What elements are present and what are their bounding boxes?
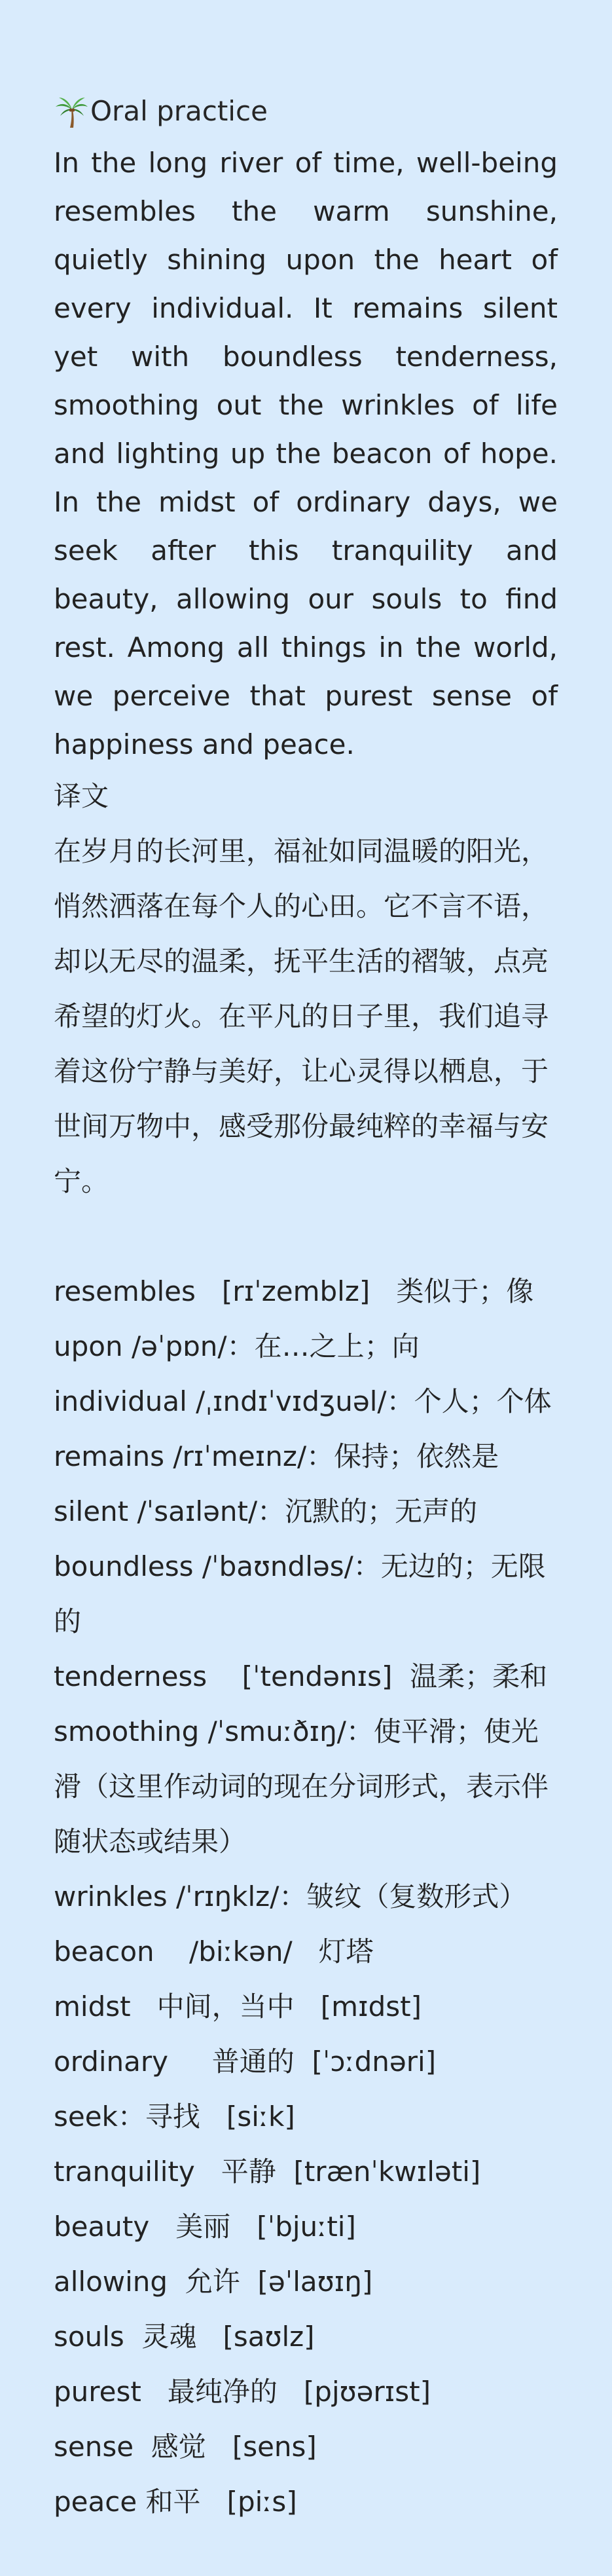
- article: [54, 79, 558, 2529]
- translation-label: 译文: [54, 780, 109, 812]
- palm-tree-icon: [54, 94, 89, 129]
- vocab-item: individual /ˌɪndɪˈvɪdʒuəl/：个人；个体: [54, 1385, 552, 1417]
- heading-text: Oral practice: [90, 95, 268, 127]
- vocab-item: sense 感觉 [sens]: [54, 2431, 317, 2463]
- spacer: [54, 1209, 558, 1264]
- vocab-item: wrinkles /ˈrɪŋklz/：皱纹（复数形式）: [54, 1880, 527, 1913]
- vocab-item: midst 中间，当中 [mɪdst]: [54, 1990, 422, 2023]
- vocab-item: beacon /biːkən/ 灯塔: [54, 1935, 374, 1968]
- vocabulary-list: [54, 1264, 558, 2529]
- vocab-item: boundless /ˈbaʊndləs/：无边的；无限的: [54, 1550, 546, 1637]
- vocab-item: peace 和平 [piːs]: [54, 2486, 297, 2518]
- vocab-item: ordinary 普通的 [ˈɔːdnəri]: [54, 2045, 437, 2078]
- vocab-item: silent /ˈsaɪlənt/：沉默的；无声的: [54, 1495, 478, 1527]
- vocab-item: remains /rɪˈmeɪnz/：保持；依然是: [54, 1440, 499, 1472]
- section-heading: [54, 84, 558, 139]
- vocab-item: beauty 美丽 [ˈbjuːti]: [54, 2211, 356, 2243]
- vocab-item: souls 灵魂 [saʊlz]: [54, 2321, 315, 2353]
- vocab-item: tenderness [ˈtendənɪs] 温柔；柔和: [54, 1660, 548, 1692]
- chinese-paragraph: 在岁月的长河里，福祉如同温暖的阳光，悄然洒落在每个人的心田。它不言不语，却以无尽的温柔，抚平生活的褶皱，点亮希望的灯火。在平凡的日子里，我们追寻着这份宁静与美好，让心灵得以栖息，于世间万物中，感受那份最纯粹的幸福与安宁。: [54, 835, 549, 1197]
- vocab-item: seek：寻找 [siːk]: [54, 2100, 295, 2133]
- vocab-item: allowing 允许 [əˈlaʊɪŋ]: [54, 2266, 373, 2298]
- vocab-item: purest 最纯净的 [pjʊərɪst]: [54, 2376, 431, 2408]
- vocab-item: tranquility 平静 [trænˈkwɪləti]: [54, 2156, 481, 2188]
- vocab-item: smoothing /ˈsmuːðɪŋ/：使平滑；使光滑（这里作动词的现在分词形式，表示伴随状态或结果）: [54, 1715, 549, 1857]
- vocab-item: upon /əˈpɒn/：在…之上；向: [54, 1330, 420, 1362]
- vocab-item: resembles [rɪˈzemblz] 类似于；像: [54, 1275, 534, 1307]
- english-paragraph: In the long river of time, well-being resembles the warm sunshine, quietly shining upon the heart of every individual. It remains silent yet with boundless tenderness, smoothing out the wrinkles of life and lighting up the beacon of hope. In the midst of ordinary days, we seek after this tranquility and beauty, allowing our souls to find rest. Among all things in the world, we perceive that purest sense of happiness and peace.: [54, 147, 558, 760]
